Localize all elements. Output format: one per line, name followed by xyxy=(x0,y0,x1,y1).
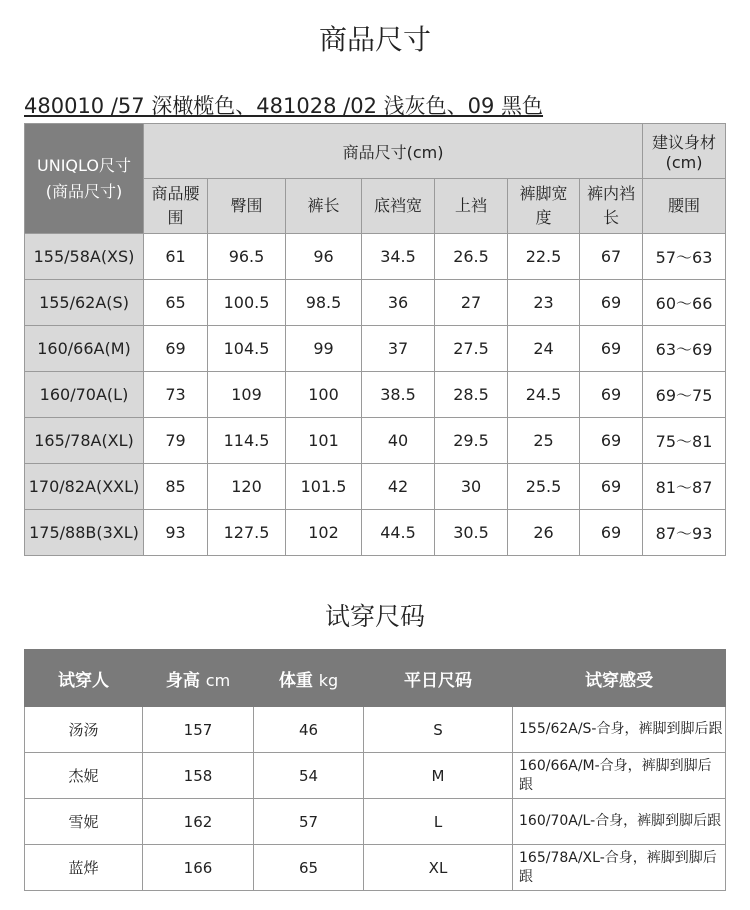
size-value-cell: 93 xyxy=(144,510,208,556)
size-value-cell: 57～63 xyxy=(643,234,726,280)
size-value-cell: 109 xyxy=(208,372,286,418)
size-value-cell: 40 xyxy=(362,418,435,464)
size-value-cell: 25 xyxy=(508,418,580,464)
size-subheader-2: 裤长 xyxy=(286,179,362,234)
size-label-cell: 160/66A(M) xyxy=(25,326,144,372)
fit-cell-feel: 160/66A/M-合身，裤脚到脚后跟 xyxy=(513,753,726,799)
fit-cell-usual: M xyxy=(364,753,513,799)
size-value-cell: 25.5 xyxy=(508,464,580,510)
size-table xyxy=(24,123,726,556)
size-value-cell: 36 xyxy=(362,280,435,326)
size-value-cell: 87～93 xyxy=(643,510,726,556)
size-value-cell: 60～66 xyxy=(643,280,726,326)
size-label-cell: 175/88B(3XL) xyxy=(25,510,144,556)
size-subheader-5: 裤脚宽度 xyxy=(508,179,580,234)
size-row xyxy=(25,418,726,464)
size-value-cell: 67 xyxy=(580,234,643,280)
size-value-cell: 96 xyxy=(286,234,362,280)
size-row xyxy=(25,234,726,280)
size-row xyxy=(25,280,726,326)
fit-row xyxy=(25,707,726,753)
size-subheader-1: 臀围 xyxy=(208,179,286,234)
size-value-cell: 101 xyxy=(286,418,362,464)
size-value-cell: 75～81 xyxy=(643,418,726,464)
fit-cell-weight: 54 xyxy=(254,753,364,799)
fit-cell-feel: 160/70A/L-合身，裤脚到脚后跟 xyxy=(513,799,726,845)
fit-header-weight xyxy=(254,650,364,707)
size-value-cell: 96.5 xyxy=(208,234,286,280)
size-value-cell: 44.5 xyxy=(362,510,435,556)
size-value-cell: 26 xyxy=(508,510,580,556)
size-value-cell: 69 xyxy=(580,372,643,418)
size-label-cell: 165/78A(XL) xyxy=(25,418,144,464)
fit-header-height-unit: cm xyxy=(205,670,231,690)
fit-table xyxy=(24,649,726,891)
size-value-cell: 22.5 xyxy=(508,234,580,280)
size-value-cell: 79 xyxy=(144,418,208,464)
size-value-cell: 104.5 xyxy=(208,326,286,372)
size-subheader-7: 腰围 xyxy=(643,179,726,234)
fit-cell-feel: 165/78A/XL-合身，裤脚到脚后跟 xyxy=(513,845,726,891)
size-row xyxy=(25,372,726,418)
size-value-cell: 120 xyxy=(208,464,286,510)
size-value-cell: 63～69 xyxy=(643,326,726,372)
size-value-cell: 24.5 xyxy=(508,372,580,418)
fit-section-title: 试穿尺码 xyxy=(324,602,425,631)
size-value-cell: 81～87 xyxy=(643,464,726,510)
size-value-cell: 27.5 xyxy=(435,326,508,372)
size-value-cell: 114.5 xyxy=(208,418,286,464)
fit-cell-weight: 65 xyxy=(254,845,364,891)
size-value-cell: 127.5 xyxy=(208,510,286,556)
suggested-body-header-line2: (cm) xyxy=(665,153,703,172)
size-value-cell: 26.5 xyxy=(435,234,508,280)
size-value-cell: 37 xyxy=(362,326,435,372)
fit-cell-height: 166 xyxy=(143,845,254,891)
fit-cell-weight: 46 xyxy=(254,707,364,753)
fit-header-weight-label: 体重 xyxy=(278,670,313,691)
size-value-cell: 30 xyxy=(435,464,508,510)
size-subheader-3: 底裆宽 xyxy=(362,179,435,234)
fit-cell-person: 雪妮 xyxy=(25,799,143,845)
size-value-cell: 24 xyxy=(508,326,580,372)
size-value-cell: 27 xyxy=(435,280,508,326)
size-value-cell: 73 xyxy=(144,372,208,418)
size-value-cell: 65 xyxy=(144,280,208,326)
page-title: 商品尺寸 xyxy=(318,23,431,56)
size-value-cell: 100 xyxy=(286,372,362,418)
size-value-cell: 85 xyxy=(144,464,208,510)
fit-cell-height: 157 xyxy=(143,707,254,753)
fit-header-height-label: 身高 xyxy=(165,670,200,691)
size-value-cell: 101.5 xyxy=(286,464,362,510)
size-label-cell: 155/62A(S) xyxy=(25,280,144,326)
size-value-cell: 69～75 xyxy=(643,372,726,418)
size-value-cell: 28.5 xyxy=(435,372,508,418)
fit-cell-usual: L xyxy=(364,799,513,845)
fit-cell-usual: S xyxy=(364,707,513,753)
size-value-cell: 42 xyxy=(362,464,435,510)
size-label-cell: 170/82A(XXL) xyxy=(25,464,144,510)
size-value-cell: 23 xyxy=(508,280,580,326)
size-column-header-line1: UNIQLO尺寸 xyxy=(37,155,131,175)
fit-cell-weight: 57 xyxy=(254,799,364,845)
fit-header-height xyxy=(143,650,254,707)
size-subheader-6: 裤内裆长 xyxy=(580,179,643,234)
fit-cell-person: 蓝烨 xyxy=(25,845,143,891)
suggested-body-header xyxy=(643,124,726,179)
suggested-body-header-line1: 建议身材 xyxy=(652,133,717,152)
fit-cell-height: 158 xyxy=(143,753,254,799)
product-colors-subtitle: 480010 /57 深橄榄色、481028 /02 浅灰色、09 黑色 xyxy=(24,94,544,118)
fit-row xyxy=(25,799,726,845)
fit-cell-person: 汤汤 xyxy=(25,707,143,753)
product-size-group-header: 商品尺寸(cm) xyxy=(144,124,643,179)
size-column-header-line2: (商品尺寸) xyxy=(45,181,123,201)
size-value-cell: 69 xyxy=(580,464,643,510)
size-value-cell: 61 xyxy=(144,234,208,280)
size-value-cell: 69 xyxy=(144,326,208,372)
fit-row xyxy=(25,753,726,799)
size-label-cell: 155/58A(XS) xyxy=(25,234,144,280)
size-value-cell: 69 xyxy=(580,418,643,464)
size-subheader-0: 商品腰围 xyxy=(144,179,208,234)
size-table-body xyxy=(25,234,726,556)
size-value-cell: 69 xyxy=(580,326,643,372)
fit-header-usual-size: 平日尺码 xyxy=(364,650,513,707)
size-row xyxy=(25,464,726,510)
size-subheader-4: 上裆 xyxy=(435,179,508,234)
fit-table-header-row xyxy=(25,650,726,707)
fit-table-body xyxy=(25,707,726,891)
size-value-cell: 34.5 xyxy=(362,234,435,280)
fit-cell-feel: 155/62A/S-合身，裤脚到脚后跟 xyxy=(513,707,726,753)
size-label-cell: 160/70A(L) xyxy=(25,372,144,418)
size-row xyxy=(25,326,726,372)
fit-header-person: 试穿人 xyxy=(25,650,143,707)
size-value-cell: 100.5 xyxy=(208,280,286,326)
size-value-cell: 98.5 xyxy=(286,280,362,326)
size-value-cell: 69 xyxy=(580,280,643,326)
size-value-cell: 38.5 xyxy=(362,372,435,418)
size-value-cell: 99 xyxy=(286,326,362,372)
fit-cell-usual: XL xyxy=(364,845,513,891)
fit-header-weight-unit: kg xyxy=(318,670,339,690)
size-table-header-row xyxy=(25,124,726,179)
size-column-header xyxy=(25,124,144,234)
size-value-cell: 30.5 xyxy=(435,510,508,556)
fit-cell-person: 杰妮 xyxy=(25,753,143,799)
size-value-cell: 29.5 xyxy=(435,418,508,464)
size-row xyxy=(25,510,726,556)
size-value-cell: 69 xyxy=(580,510,643,556)
size-value-cell: 102 xyxy=(286,510,362,556)
fit-row xyxy=(25,845,726,891)
fit-header-feel: 试穿感受 xyxy=(513,650,726,707)
fit-cell-height: 162 xyxy=(143,799,254,845)
